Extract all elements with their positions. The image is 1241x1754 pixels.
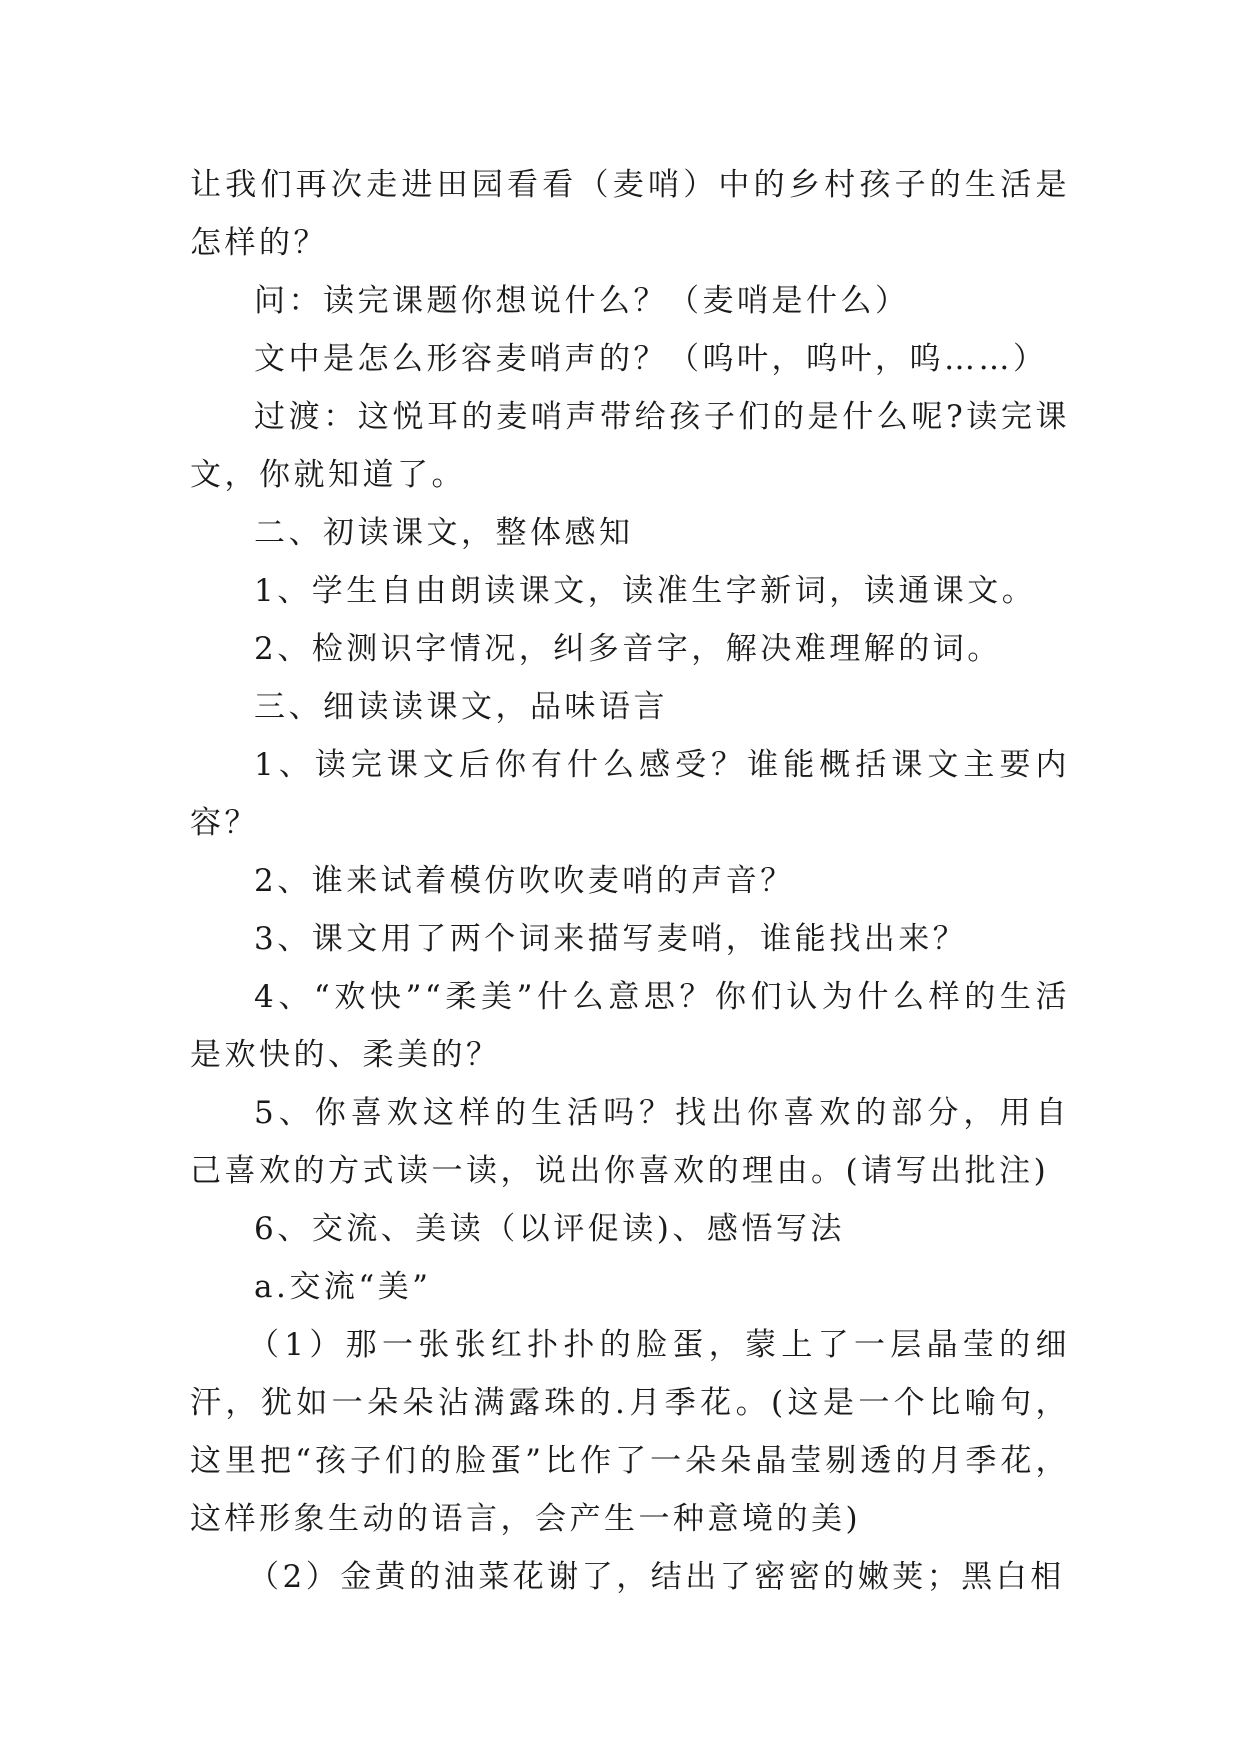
list-item: 1、读完课文后你有什么感受？谁能概括课文主要内容？	[190, 747, 1070, 841]
list-item: 4、“欢快”“柔美”什么意思？你们认为什么样的生活是欢快的、柔美的？	[190, 979, 1070, 1073]
section-heading-close-reading: 三、细读读课文，品味语言	[254, 689, 668, 725]
list-item: 2、谁来试着模仿吹吹麦哨的声音？	[254, 863, 795, 899]
example-paragraph-1: （1）那一张张红扑扑的脸蛋，蒙上了一层晶莹的细汗，犹如一朵朵沾满露珠的.月季花。(这是一个比喻句，这里把“孩子们的脸蛋”比作了一朵朵晶莹剔透的月季花，这样形象生动的语言，会产生一种意境的美)	[190, 1327, 1070, 1537]
list-item: 3、课文用了两个词来描写麦哨，谁能找出来？	[254, 921, 968, 957]
example-paragraph-2: （2）金黄的油菜花谢了，结出了密密的嫩荚；黑白相	[248, 1559, 1065, 1595]
sub-heading-beauty: a.交流“美”	[254, 1269, 432, 1305]
paragraph-transition: 过渡：这悦耳的麦哨声带给孩子们的是什么呢?读完课文，你就知道了。	[190, 399, 1070, 493]
list-item: 6、交流、美读（以评促读)、感悟写法	[254, 1211, 845, 1247]
paragraph-intro: 让我们再次走进田园看看（麦哨）中的乡村孩子的生活是怎样的？	[190, 167, 1070, 261]
list-item: 1、学生自由朗读课文，读准生字新词，读通课文。	[254, 573, 1037, 609]
document-body	[190, 156, 1070, 1606]
section-heading-first-reading: 二、初读课文，整体感知	[254, 515, 634, 551]
paragraph-describe-sound: 文中是怎么形容麦哨声的？（呜叶，呜叶，呜……）	[254, 341, 1048, 377]
paragraph-question: 问：读完课题你想说什么？（麦哨是什么）	[254, 283, 910, 319]
list-item: 5、你喜欢这样的生活吗？找出你喜欢的部分，用自己喜欢的方式读一读，说出你喜欢的理由。(请写出批注)	[190, 1095, 1070, 1189]
list-item: 2、检测识字情况，纠多音字，解决难理解的词。	[254, 631, 1002, 667]
